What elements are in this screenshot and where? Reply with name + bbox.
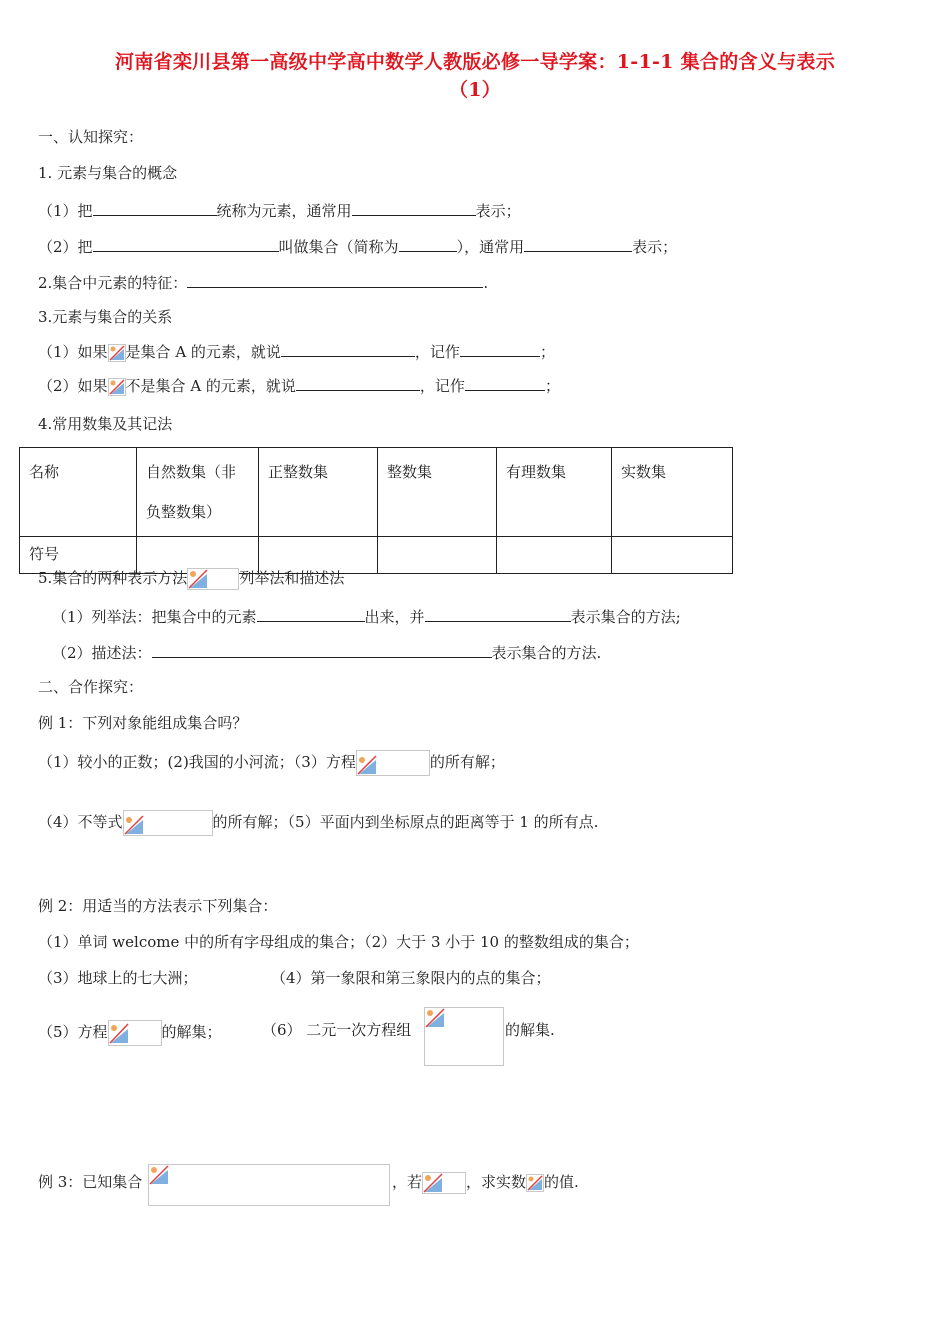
example-1-heading: 例 1：下列对象能组成集合吗？: [38, 714, 248, 732]
item-5-line-1: （1）列举法：把集合中的元素 出来，并 表示集合的方法;: [52, 605, 681, 627]
example-2-heading: 例 2：用适当的方法表示下列集合：: [38, 897, 278, 915]
table-row: [20, 448, 733, 537]
table-cell: 整数集: [378, 448, 497, 537]
blank: [465, 374, 545, 391]
number-sets-table: [19, 447, 733, 574]
table-cell: 有理数集: [497, 448, 612, 537]
blank: [93, 199, 217, 216]
example-2-line-3-end: 的解集.: [505, 1021, 555, 1039]
blank: [93, 235, 279, 252]
section-1-heading: 一、认知探究：: [38, 128, 144, 146]
item-5-heading: 5.集合的两种表示方法 列举法和描述法: [38, 568, 344, 590]
item-4-heading: 4.常用数集及其记法: [38, 415, 173, 433]
blank: [425, 605, 571, 622]
example-2-line-1: （1）单词 welcome 中的所有字母组成的集合；（2）大于 3 小于 10 的整数组成的集合；: [38, 933, 639, 951]
blank: [257, 605, 365, 622]
section-2-heading: 二、合作探究：: [38, 678, 144, 696]
formula-image-icon: [108, 1020, 162, 1046]
document-title: [40, 48, 910, 104]
item-1-heading: 1. 元素与集合的概念: [38, 164, 178, 182]
example-1-line-2: （4）不等式 的所有解；（5）平面内到坐标原点的距离等于 1 的所有点.: [38, 810, 598, 836]
example-3-label: 例 3：已知集合: [38, 1173, 143, 1191]
blank: [152, 641, 492, 658]
title-line-1: 河南省栾川县第一高级中学高中数学人教版必修一导学案：1-1-1 集合的含义与表示: [114, 51, 836, 73]
item-3-heading: 3.元素与集合的关系: [38, 308, 173, 326]
formula-image-icon: [108, 344, 126, 362]
table-cell: [612, 537, 733, 574]
table-cell: [378, 537, 497, 574]
formula-image-icon: [148, 1164, 390, 1206]
item-2: 2.集合中元素的特征： .: [38, 271, 488, 293]
formula-image-icon: [526, 1174, 544, 1192]
blank: [187, 271, 483, 288]
item-1-line-1: （1）把 统称为元素，通常用 表示；: [38, 199, 521, 221]
formula-image-icon: [422, 1172, 466, 1194]
table-cell: [497, 537, 612, 574]
table-cell: 符号: [20, 537, 137, 574]
blank: [352, 199, 476, 216]
table-cell: 名称: [20, 448, 137, 537]
blank: [524, 235, 632, 252]
example-3-line: ，若 ，求实数 的值.: [392, 1172, 579, 1194]
blank: [460, 340, 540, 357]
item-3-line-2: （2）如果 不是集合 A 的元素，就说 ，记作 ；: [38, 374, 560, 396]
formula-image-icon: [108, 378, 126, 396]
formula-image-icon: [123, 810, 213, 836]
example-2-line-2a: （3）地球上的七大洲；: [38, 969, 198, 987]
table-cell: 自然数集（非负整数集）: [137, 448, 259, 537]
example-1-line-1: （1）较小的正数；(2)我国的小河流；（3）方程 的所有解；: [38, 750, 505, 776]
title-line-2: （1）: [448, 79, 502, 101]
formula-image-icon: [424, 1007, 504, 1066]
item-1-line-2: （2）把 叫做集合（简称为 ），通常用 表示；: [38, 235, 677, 257]
example-2-line-2b: （4）第一象限和第三象限内的点的集合；: [271, 969, 551, 987]
item-5-line-2: （2）描述法： 表示集合的方法.: [52, 641, 601, 663]
table-cell: 正整数集: [259, 448, 378, 537]
blank: [399, 235, 457, 252]
table-cell: 实数集: [612, 448, 733, 537]
blank: [296, 374, 420, 391]
item-3-line-1: （1）如果 是集合 A 的元素，就说 ，记作 ；: [38, 340, 555, 362]
example-2-line-3: （5）方程 的解集；: [38, 1020, 222, 1046]
example-2-line-3-right: （6） 二元一次方程组: [262, 1021, 412, 1039]
formula-image-icon: [356, 750, 430, 776]
blank: [281, 340, 415, 357]
formula-image-icon: [187, 568, 239, 590]
